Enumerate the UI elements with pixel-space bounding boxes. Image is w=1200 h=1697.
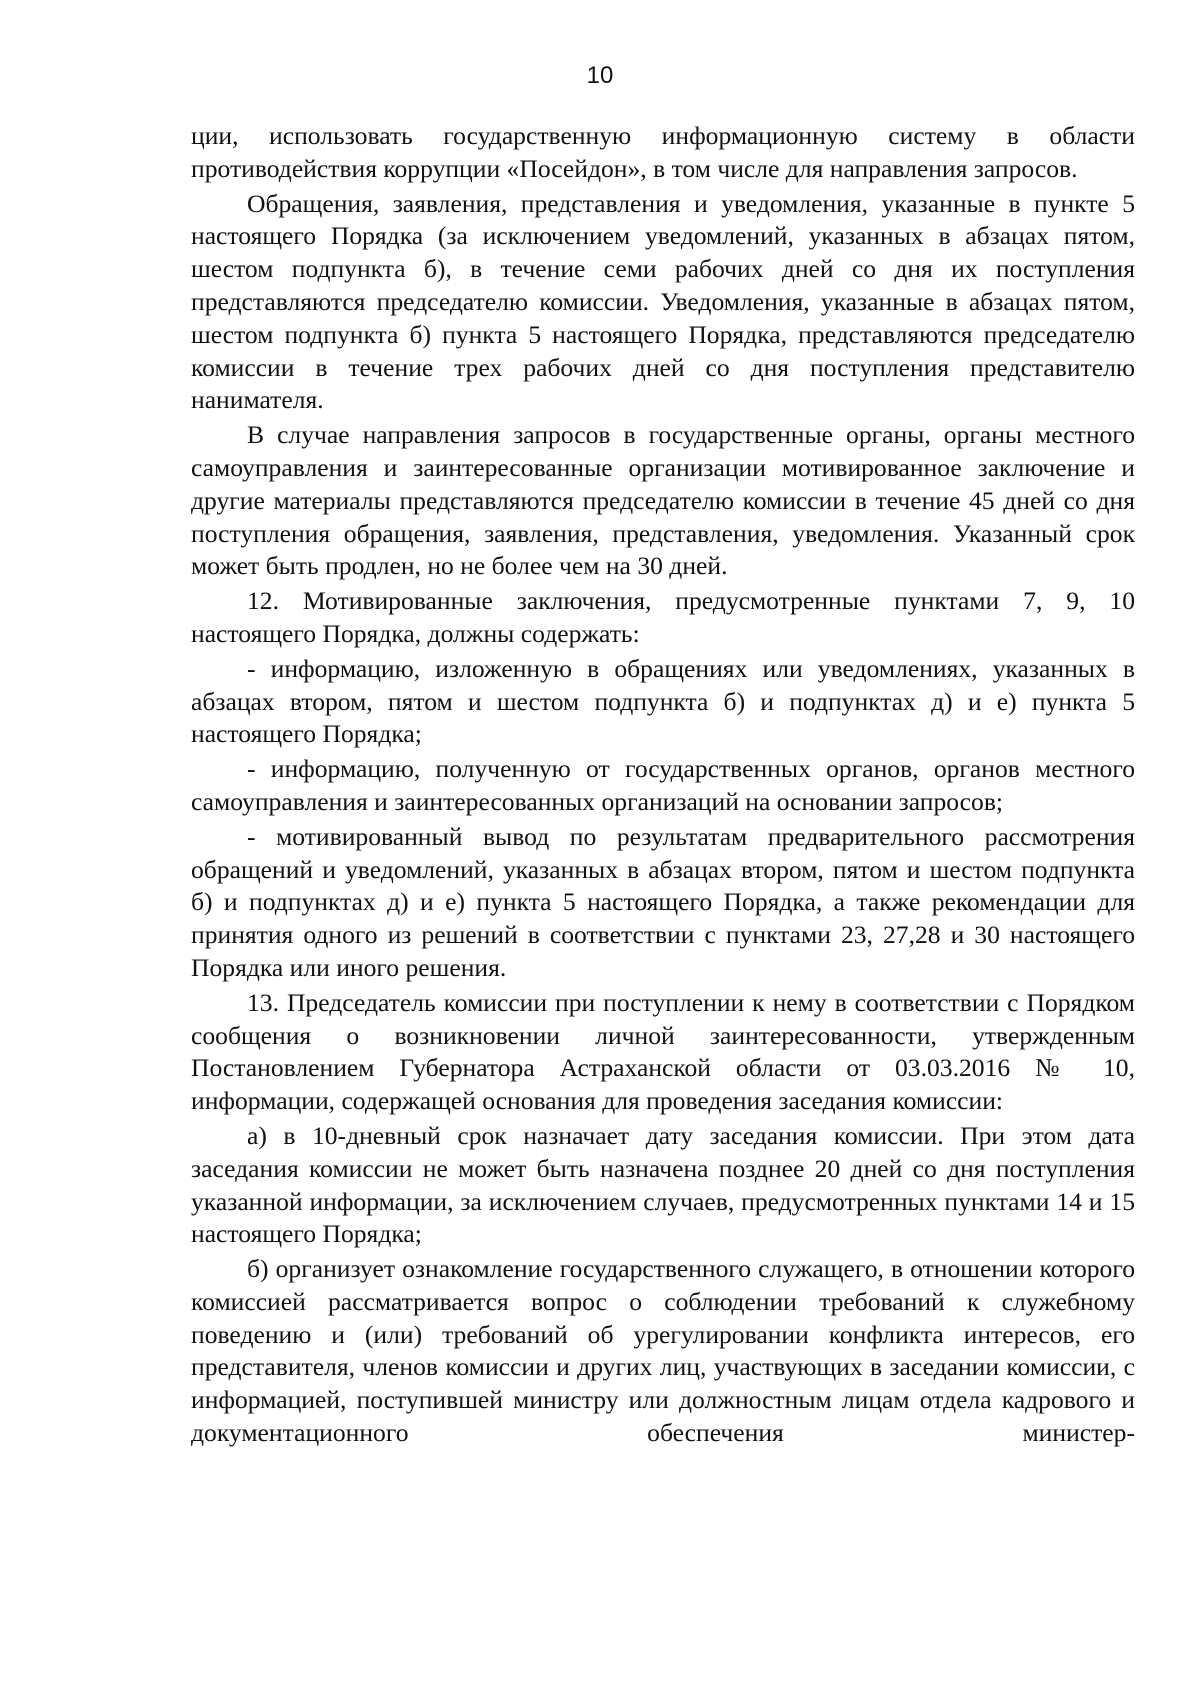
subitem-a-meeting-date: а) в 10-дневный срок назначает дату заседания комиссии. При этом дата заседания комиссии не может быть назначена позднее 20 дней со дня поступления указанной информации, за исключением случаев, предусмотренных пунктами 14 и 15 настоящего Порядка; — [191, 1120, 1135, 1249]
paragraph-requests-deadline: В случае направления запросов в государственные органы, органы местного самоуправления и заинтересованные организации мотивированное заключение и другие материалы представляются председателю комиссии в течение 45 дней со дня поступления обращения, заявления, представления, уведомления. Указанный срок может быть продлен, но не более чем на 30 дней. — [191, 420, 1135, 581]
list-item-reasoned-conclusion: - мотивированный вывод по результатам предварительного рассмотрения обращений и уведомлений, указанных в абзацах втором, пятом и шестом подпункта б) и подпунктах д) и е) пункта 5 настоящего Порядка, а также рекомендации для принятия одного из решений в соответствии с пунктами 23, 27,28 и 30 настоящего Порядка или иного решения. — [191, 821, 1135, 982]
list-item-info-appeals: - информацию, изложенную в обращениях или уведомлениях, указанных в абзацах втором, пятом и шестом подпункта б) и подпунктах д) и е) пункта 5 настоящего Порядка; — [191, 653, 1135, 749]
page-number: 10 — [586, 62, 614, 89]
document-body — [191, 120, 1135, 1452]
subitem-b-familiarization: б) организует ознакомление государственного служащего, в отношении которого комиссией рассматривается вопрос о соблюдении требований к служебному поведению и (или) требований об урегулировании конфликта интересов, его представителя, членов комиссии и других лиц, участвующих в заседании комиссии, с информацией, поступившей министру или должностным лицам отдела кадрового и документационного обеспечения министер- — [191, 1254, 1135, 1448]
paragraph-item-13: 13. Председатель комиссии при поступлении к нему в соответствии с Порядком сообщения о возникновении личной заинтересованности, утвержденным Постановлением Губернатора Астраханской области от 03.03.2016 № 10, информации, содержащей основания для проведения заседания комиссии: — [191, 987, 1135, 1116]
paragraph-submission-deadlines: Обращения, заявления, представления и уведомления, указанные в пункте 5 настоящего Порядка (за исключением уведомлений, указанных в абзацах пятом, шестом подпункта б), в течение семи рабочих дней со дня их поступления представляются председателю комиссии. Уведомления, указанные в абзацах пятом, шестом подпункта б) пункта 5 настоящего Порядка, представляются председателю комиссии в течение трех рабочих дней со дня поступления представителю нанимателя. — [191, 188, 1135, 415]
paragraph-continuation: ции, использовать государственную информационную систему в области противодействия коррупции «Посейдон», в том числе для направления запросов. — [191, 121, 1135, 183]
paragraph-item-12: 12. Мотивированные заключения, предусмотренные пунктами 7, 9, 10 настоящего Порядка, должны содержать: — [191, 586, 1135, 648]
list-item-info-agencies: - информацию, полученную от государственных органов, органов местного самоуправления и заинтересованных организаций на основании запросов; — [191, 754, 1135, 816]
